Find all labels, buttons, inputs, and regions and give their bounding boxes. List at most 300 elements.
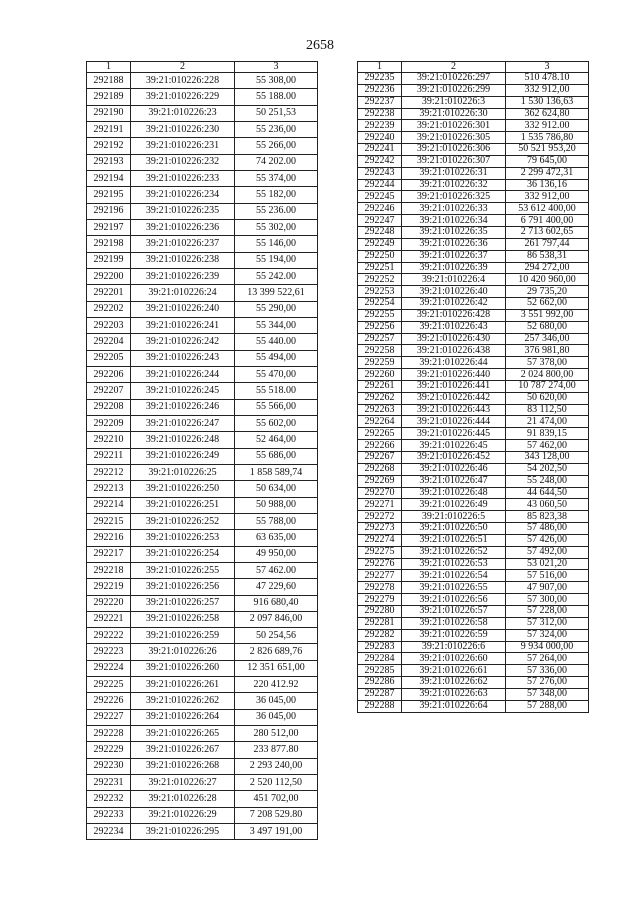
table-row — [87, 366, 318, 382]
value-cell: 2 520 112,50 — [235, 775, 318, 791]
table-row — [358, 641, 589, 653]
value-cell: 9 934 000,00 — [506, 641, 589, 653]
row-number-cell: 292212 — [87, 464, 131, 480]
row-number-cell: 292237 — [358, 96, 402, 108]
table-row — [358, 523, 589, 535]
cadastral-number-cell: 39:21:010226:438 — [402, 345, 506, 357]
value-cell: 55 686,00 — [235, 448, 318, 464]
cadastral-number-cell: 39:21:010226:251 — [131, 497, 235, 513]
row-number-cell: 292207 — [87, 383, 131, 399]
table-row — [358, 321, 589, 333]
cadastral-number-cell: 39:21:010226:39 — [402, 262, 506, 274]
cadastral-number-cell: 39:21:010226:442 — [402, 392, 506, 404]
table-row — [358, 262, 589, 274]
cadastral-number-cell: 39:21:010226:452 — [402, 452, 506, 464]
row-number-cell: 292221 — [87, 611, 131, 627]
cadastral-number-cell: 39:21:010226:61 — [402, 665, 506, 677]
cadastral-number-cell: 39:21:010226:305 — [402, 132, 506, 144]
row-number-cell: 292281 — [358, 617, 402, 629]
row-number-cell: 292192 — [87, 138, 131, 154]
cadastral-number-cell: 39:21:010226:23 — [131, 105, 235, 121]
cadastral-number-cell: 39:21:010226:27 — [131, 775, 235, 791]
row-number-cell: 292206 — [87, 366, 131, 382]
row-number-cell: 292257 — [358, 333, 402, 345]
cadastral-number-cell: 39:21:010226:35 — [402, 226, 506, 238]
value-cell: 2 293 240,00 — [235, 758, 318, 774]
value-cell: 57 492,00 — [506, 546, 589, 558]
row-number-cell: 292279 — [358, 594, 402, 606]
table-row — [358, 357, 589, 369]
table-row — [87, 285, 318, 301]
table-row — [87, 170, 318, 186]
value-cell: 57 228,00 — [506, 605, 589, 617]
table-row — [358, 380, 589, 392]
cadastral-number-cell: 39:21:010226:53 — [402, 558, 506, 570]
cadastral-number-cell: 39:21:010226:37 — [402, 250, 506, 262]
row-number-cell: 292232 — [87, 791, 131, 807]
row-number-cell: 292210 — [87, 432, 131, 448]
table-row — [358, 286, 589, 298]
cadastral-number-cell: 39:21:010226:248 — [131, 432, 235, 448]
value-cell: 55 788,00 — [235, 513, 318, 529]
table-row — [87, 742, 318, 758]
cadastral-number-cell: 39:21:010226:229 — [131, 89, 235, 105]
cadastral-number-cell: 39:21:010226:233 — [131, 170, 235, 186]
table-row — [87, 595, 318, 611]
row-number-cell: 292233 — [87, 807, 131, 823]
row-number-cell: 292201 — [87, 285, 131, 301]
cadastral-number-cell: 39:21:010226:240 — [131, 301, 235, 317]
column-header-cadastral: 2 — [131, 62, 235, 73]
table-row — [87, 546, 318, 562]
cadastral-number-cell: 39:21:010226:241 — [131, 317, 235, 333]
table-row — [358, 345, 589, 357]
row-number-cell: 292275 — [358, 546, 402, 558]
value-cell: 50 634,00 — [235, 481, 318, 497]
cadastral-number-cell: 39:21:010226:325 — [402, 191, 506, 203]
table-row — [87, 481, 318, 497]
table-row — [358, 274, 589, 286]
value-cell: 85 823,38 — [506, 511, 589, 523]
value-cell: 52 680,00 — [506, 321, 589, 333]
cadastral-number-cell: 39:21:010226:46 — [402, 463, 506, 475]
cadastral-number-cell: 39:21:010226:247 — [131, 415, 235, 431]
row-number-cell: 292242 — [358, 155, 402, 167]
cadastral-number-cell: 39:21:010226:57 — [402, 605, 506, 617]
value-cell: 55 518.00 — [235, 383, 318, 399]
row-number-cell: 292197 — [87, 219, 131, 235]
table-row — [358, 155, 589, 167]
cadastral-number-cell: 39:21:010226:238 — [131, 252, 235, 268]
cadastral-number-cell: 39:21:010226:45 — [402, 440, 506, 452]
cadastral-number-cell: 39:21:010226:62 — [402, 677, 506, 689]
cadastral-number-cell: 39:21:010226:260 — [131, 660, 235, 676]
table-row — [358, 440, 589, 452]
value-cell: 3 497 191,00 — [235, 824, 318, 840]
cadastral-number-cell: 39:21:010226:250 — [131, 481, 235, 497]
row-number-cell: 292224 — [87, 660, 131, 676]
row-number-cell: 292216 — [87, 530, 131, 546]
value-cell: 54 202,50 — [506, 463, 589, 475]
value-cell: 332 912,00 — [506, 84, 589, 96]
row-number-cell: 292225 — [87, 677, 131, 693]
value-cell: 294 272,00 — [506, 262, 589, 274]
cadastral-number-cell: 39:21:010226:255 — [131, 562, 235, 578]
cadastral-number-cell: 39:21:010226:242 — [131, 334, 235, 350]
cadastral-number-cell: 39:21:010226:443 — [402, 404, 506, 416]
cadastral-number-cell: 39:21:010226:445 — [402, 428, 506, 440]
cadastral-number-cell: 39:21:010226:44 — [402, 357, 506, 369]
row-number-cell: 292241 — [358, 144, 402, 156]
row-number-cell: 292269 — [358, 475, 402, 487]
cadastral-number-cell: 39:21:010226:228 — [131, 73, 235, 89]
table-row — [358, 84, 589, 96]
cadastral-number-cell: 39:21:010226:3 — [402, 96, 506, 108]
cadastral-number-cell: 39:21:010226:299 — [402, 84, 506, 96]
table-row — [87, 726, 318, 742]
cadastral-number-cell: 39:21:010226:258 — [131, 611, 235, 627]
value-cell: 52 662,00 — [506, 298, 589, 310]
table-row — [87, 203, 318, 219]
row-number-cell: 292209 — [87, 415, 131, 431]
row-number-cell: 292203 — [87, 317, 131, 333]
value-cell: 1 530 136,63 — [506, 96, 589, 108]
cadastral-number-cell: 39:21:010226:301 — [402, 120, 506, 132]
value-cell: 52 464,00 — [235, 432, 318, 448]
row-number-cell: 292223 — [87, 644, 131, 660]
row-number-cell: 292228 — [87, 726, 131, 742]
value-cell: 43 060,50 — [506, 499, 589, 511]
table-row — [87, 105, 318, 121]
table-row — [358, 238, 589, 250]
cadastral-number-cell: 39:21:010226:307 — [402, 155, 506, 167]
value-cell: 57 312,00 — [506, 617, 589, 629]
cadastral-number-cell: 39:21:010226:30 — [402, 108, 506, 120]
row-number-cell: 292199 — [87, 252, 131, 268]
table-row — [87, 317, 318, 333]
cadastral-number-cell: 39:21:010226:237 — [131, 236, 235, 252]
cadastral-number-cell: 39:21:010226:58 — [402, 617, 506, 629]
row-number-cell: 292259 — [358, 357, 402, 369]
cadastral-number-cell: 39:21:010226:42 — [402, 298, 506, 310]
value-cell: 10 420 960,00 — [506, 274, 589, 286]
value-cell: 57 288,00 — [506, 700, 589, 712]
table-row — [358, 416, 589, 428]
value-cell: 29 735,20 — [506, 286, 589, 298]
value-cell: 1 535 786,80 — [506, 132, 589, 144]
row-number-cell: 292263 — [358, 404, 402, 416]
value-cell: 36 045,00 — [235, 709, 318, 725]
cadastral-number-cell: 39:21:010226:257 — [131, 595, 235, 611]
table-row — [358, 404, 589, 416]
row-number-cell: 292278 — [358, 582, 402, 594]
row-number-cell: 292264 — [358, 416, 402, 428]
value-cell: 55 308,00 — [235, 73, 318, 89]
value-cell: 2 713 602,65 — [506, 226, 589, 238]
cadastral-number-cell: 39:21:010226:268 — [131, 758, 235, 774]
value-cell: 49 950,00 — [235, 546, 318, 562]
table-row — [87, 415, 318, 431]
table-row — [358, 132, 589, 144]
table-row — [87, 677, 318, 693]
table-row — [358, 333, 589, 345]
table-row — [358, 546, 589, 558]
cadastral-number-cell: 39:21:010226:52 — [402, 546, 506, 558]
value-cell: 47 907,00 — [506, 582, 589, 594]
table-row — [87, 530, 318, 546]
table-header-row — [87, 62, 318, 73]
value-cell: 57 264,00 — [506, 653, 589, 665]
cadastral-number-cell: 39:21:010226:295 — [131, 824, 235, 840]
table-row — [87, 121, 318, 137]
cadastral-number-cell: 39:21:010226:50 — [402, 523, 506, 535]
table-row — [358, 144, 589, 156]
table-row — [87, 644, 318, 660]
row-number-cell: 292240 — [358, 132, 402, 144]
row-number-cell: 292217 — [87, 546, 131, 562]
cadastral-number-cell: 39:21:010226:430 — [402, 333, 506, 345]
column-header-value: 3 — [506, 62, 589, 73]
value-cell: 451 702,00 — [235, 791, 318, 807]
value-cell: 57 324,00 — [506, 629, 589, 641]
table-row — [358, 392, 589, 404]
row-number-cell: 292196 — [87, 203, 131, 219]
row-number-cell: 292251 — [358, 262, 402, 274]
table-row — [87, 268, 318, 284]
cadastral-number-cell: 39:21:010226:6 — [402, 641, 506, 653]
row-number-cell: 292267 — [358, 452, 402, 464]
registry-table-right — [357, 61, 589, 713]
cadastral-number-cell: 39:21:010226:306 — [402, 144, 506, 156]
cadastral-number-cell: 39:21:010226:24 — [131, 285, 235, 301]
row-number-cell: 292254 — [358, 298, 402, 310]
cadastral-number-cell: 39:21:010226:239 — [131, 268, 235, 284]
cadastral-number-cell: 39:21:010226:36 — [402, 238, 506, 250]
value-cell: 50 254,56 — [235, 628, 318, 644]
cadastral-number-cell: 39:21:010226:59 — [402, 629, 506, 641]
value-cell: 55 146,00 — [235, 236, 318, 252]
cadastral-number-cell: 39:21:010226:267 — [131, 742, 235, 758]
cadastral-number-cell: 39:21:010226:64 — [402, 700, 506, 712]
cadastral-number-cell: 39:21:010226:29 — [131, 807, 235, 823]
table-row — [358, 215, 589, 227]
row-number-cell: 292200 — [87, 268, 131, 284]
row-number-cell: 292236 — [358, 84, 402, 96]
row-number-cell: 292188 — [87, 73, 131, 89]
value-cell: 57 378,00 — [506, 357, 589, 369]
value-cell: 55 182,00 — [235, 187, 318, 203]
row-number-cell: 292258 — [358, 345, 402, 357]
cadastral-number-cell: 39:21:010226:54 — [402, 570, 506, 582]
value-cell: 57 348,00 — [506, 688, 589, 700]
cadastral-number-cell: 39:21:010226:43 — [402, 321, 506, 333]
row-number-cell: 292195 — [87, 187, 131, 203]
table-row — [87, 791, 318, 807]
table-row — [358, 617, 589, 629]
row-number-cell: 292270 — [358, 487, 402, 499]
table-row — [358, 665, 589, 677]
row-number-cell: 292193 — [87, 154, 131, 170]
row-number-cell: 292194 — [87, 170, 131, 186]
table-row — [358, 179, 589, 191]
cadastral-number-cell: 39:21:010226:440 — [402, 369, 506, 381]
row-number-cell: 292247 — [358, 215, 402, 227]
row-number-cell: 292280 — [358, 605, 402, 617]
value-cell: 55 194,00 — [235, 252, 318, 268]
value-cell: 261 797,44 — [506, 238, 589, 250]
table-row — [87, 432, 318, 448]
row-number-cell: 292213 — [87, 481, 131, 497]
cadastral-number-cell: 39:21:010226:56 — [402, 594, 506, 606]
value-cell: 2 024 800,00 — [506, 369, 589, 381]
table-row — [87, 775, 318, 791]
table-row — [358, 167, 589, 179]
cadastral-number-cell: 39:21:010226:235 — [131, 203, 235, 219]
cadastral-number-cell: 39:21:010226:28 — [131, 791, 235, 807]
cadastral-number-cell: 39:21:010226:230 — [131, 121, 235, 137]
value-cell: 83 112,50 — [506, 404, 589, 416]
table-row — [358, 250, 589, 262]
table-row — [358, 452, 589, 464]
row-number-cell: 292239 — [358, 120, 402, 132]
value-cell: 57 300,00 — [506, 594, 589, 606]
table-row — [87, 301, 318, 317]
row-number-cell: 292234 — [87, 824, 131, 840]
value-cell: 55 290,00 — [235, 301, 318, 317]
row-number-cell: 292243 — [358, 167, 402, 179]
table-row — [358, 428, 589, 440]
table-row — [87, 693, 318, 709]
value-cell: 55 344,00 — [235, 317, 318, 333]
value-cell: 55 470,00 — [235, 366, 318, 382]
row-number-cell: 292282 — [358, 629, 402, 641]
value-cell: 7 208 529.80 — [235, 807, 318, 823]
value-cell: 57 276,00 — [506, 677, 589, 689]
row-number-cell: 292227 — [87, 709, 131, 725]
cadastral-number-cell: 39:21:010226:40 — [402, 286, 506, 298]
value-cell: 916 680,40 — [235, 595, 318, 611]
row-number-cell: 292230 — [87, 758, 131, 774]
value-cell: 2 097 846,00 — [235, 611, 318, 627]
table-row — [87, 758, 318, 774]
value-cell: 57 462,00 — [506, 440, 589, 452]
row-number-cell: 292249 — [358, 238, 402, 250]
row-number-cell: 292248 — [358, 226, 402, 238]
value-cell: 332 912.00 — [506, 120, 589, 132]
cadastral-number-cell: 39:21:010226:51 — [402, 534, 506, 546]
cadastral-number-cell: 39:21:010226:441 — [402, 380, 506, 392]
column-header-value: 3 — [235, 62, 318, 73]
value-cell: 36 136,16 — [506, 179, 589, 191]
table-row — [358, 203, 589, 215]
value-cell: 280 512,00 — [235, 726, 318, 742]
row-number-cell: 292219 — [87, 579, 131, 595]
value-cell: 55 602,00 — [235, 415, 318, 431]
cadastral-number-cell: 39:21:010226:244 — [131, 366, 235, 382]
table-row — [358, 309, 589, 321]
row-number-cell: 292189 — [87, 89, 131, 105]
row-number-cell: 292287 — [358, 688, 402, 700]
value-cell: 57 336,00 — [506, 665, 589, 677]
value-cell: 57 486,00 — [506, 523, 589, 535]
table-row — [358, 629, 589, 641]
cadastral-number-cell: 39:21:010226:232 — [131, 154, 235, 170]
table-row — [358, 108, 589, 120]
row-number-cell: 292262 — [358, 392, 402, 404]
cadastral-number-cell: 39:21:010226:33 — [402, 203, 506, 215]
cadastral-number-cell: 39:21:010226:32 — [402, 179, 506, 191]
value-cell: 343 128,00 — [506, 452, 589, 464]
table-header-row — [358, 62, 589, 73]
value-cell: 55 236.00 — [235, 203, 318, 219]
cadastral-number-cell: 39:21:010226:261 — [131, 677, 235, 693]
table-row — [87, 399, 318, 415]
row-number-cell: 292256 — [358, 321, 402, 333]
value-cell: 257 346,00 — [506, 333, 589, 345]
row-number-cell: 292208 — [87, 399, 131, 415]
table-row — [358, 677, 589, 689]
cadastral-number-cell: 39:21:010226:234 — [131, 187, 235, 203]
value-cell: 57 462.00 — [235, 562, 318, 578]
row-number-cell: 292226 — [87, 693, 131, 709]
value-cell: 53 021,20 — [506, 558, 589, 570]
table-row — [358, 298, 589, 310]
table-row — [358, 487, 589, 499]
table-row — [358, 570, 589, 582]
row-number-cell: 292274 — [358, 534, 402, 546]
cadastral-number-cell: 39:21:010226:246 — [131, 399, 235, 415]
table-row — [87, 709, 318, 725]
row-number-cell: 292286 — [358, 677, 402, 689]
cadastral-number-cell: 39:21:010226:252 — [131, 513, 235, 529]
cadastral-number-cell: 39:21:010226:5 — [402, 511, 506, 523]
cadastral-number-cell: 39:21:010226:48 — [402, 487, 506, 499]
row-number-cell: 292229 — [87, 742, 131, 758]
table-row — [87, 236, 318, 252]
value-cell: 55 188.00 — [235, 89, 318, 105]
row-number-cell: 292244 — [358, 179, 402, 191]
value-cell: 13 399 522,61 — [235, 285, 318, 301]
value-cell: 1 858 589,74 — [235, 464, 318, 480]
value-cell: 220 412.92 — [235, 677, 318, 693]
table-row — [358, 700, 589, 712]
table-row — [87, 350, 318, 366]
row-number-cell: 292215 — [87, 513, 131, 529]
value-cell: 55 440.00 — [235, 334, 318, 350]
row-number-cell: 292190 — [87, 105, 131, 121]
table-row — [358, 688, 589, 700]
value-cell: 12 351 651,00 — [235, 660, 318, 676]
table-row — [358, 191, 589, 203]
cadastral-number-cell: 39:21:010226:231 — [131, 138, 235, 154]
value-cell: 55 242.00 — [235, 268, 318, 284]
table-row — [358, 558, 589, 570]
cadastral-number-cell: 39:21:010226:60 — [402, 653, 506, 665]
row-number-cell: 292211 — [87, 448, 131, 464]
row-number-cell: 292266 — [358, 440, 402, 452]
row-number-cell: 292288 — [358, 700, 402, 712]
table-row — [358, 582, 589, 594]
table-row — [87, 219, 318, 235]
value-cell: 79 645,00 — [506, 155, 589, 167]
row-number-cell: 292265 — [358, 428, 402, 440]
table-row — [358, 653, 589, 665]
cadastral-number-cell: 39:21:010226:243 — [131, 350, 235, 366]
value-cell: 86 538,31 — [506, 250, 589, 262]
table-row — [87, 383, 318, 399]
value-cell: 63 635,00 — [235, 530, 318, 546]
value-cell: 74 202.00 — [235, 154, 318, 170]
